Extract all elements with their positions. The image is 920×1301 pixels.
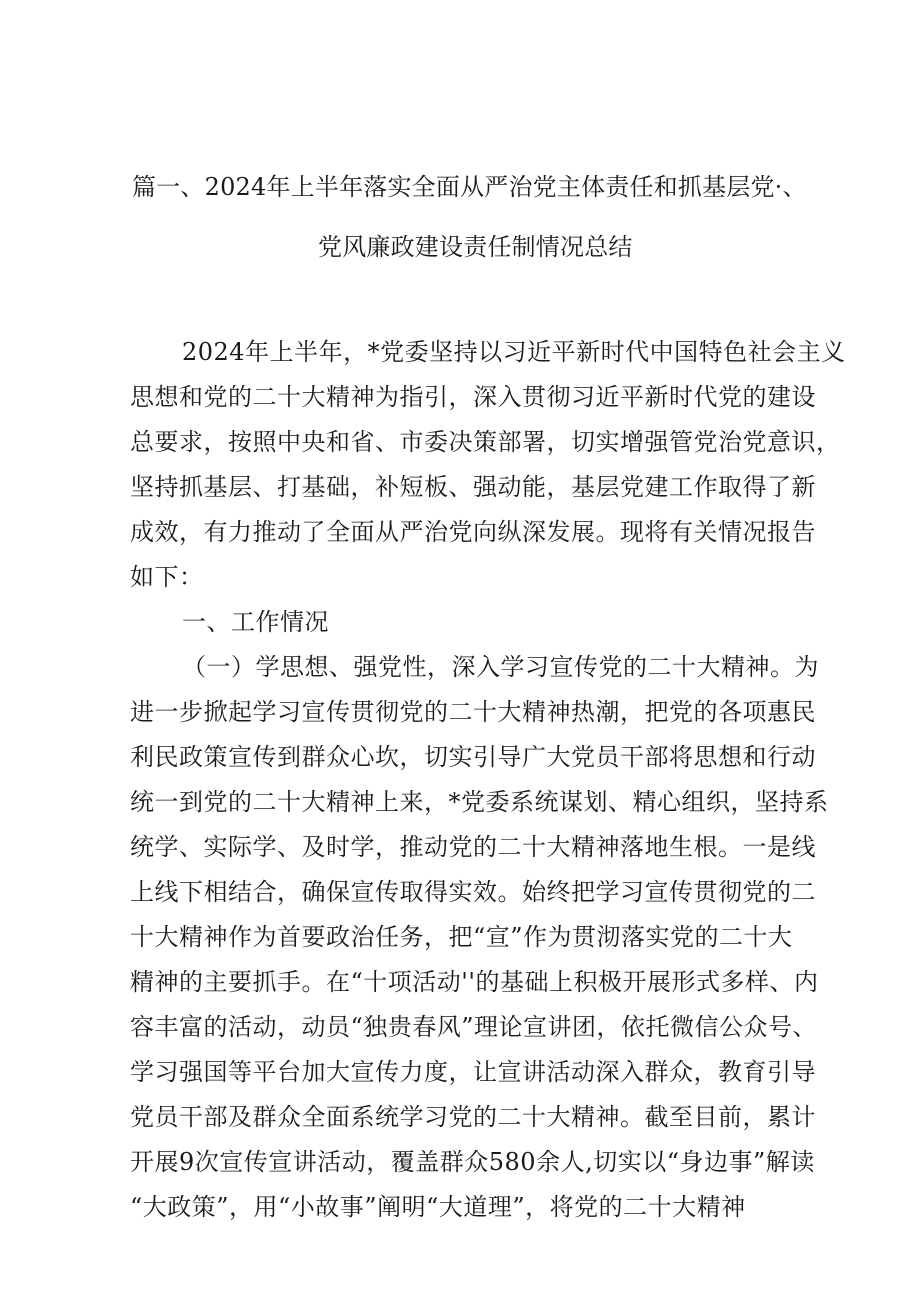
paragraph-line: 学习强国等平台加大宣传力度，让宣讲活动深入群众，教育引导 [130,1058,816,1086]
document-title-line-2: 党风廉政建设责任制情况总结 [318,233,633,261]
paragraph-line: 开展9次宣传宣讲活动，覆盖群众580余人,切实以“身边事”解读 [130,1148,815,1176]
paragraph-line: 十大精神作为首要政治任务，把“宣”作为贯沏落实党的二十大 [130,923,793,951]
paragraph-line: “大政策”，用“小故事”阐明“大道理”，将党的二十大精神 [130,1193,746,1221]
paragraph-line: 容丰富的活动，动员“独贵春风”理论宣讲团，依托微信公众号、 [130,1013,818,1041]
document-title-line-1: 篇一、2024年上半年落实全面从严治党主体责任和抓基层党·、 [132,173,807,201]
paragraph-line: 成效，有力推动了全面从严治党向纵深发展。现将有关情况报告 [130,518,816,546]
paragraph-line: 精神的主要抓手。在“十项活动''的基础上积极开展形式多样、内 [130,968,819,996]
paragraph-line: 党员干部及群众全面系统学习党的二十大精神。截至目前，累计 [130,1103,816,1131]
paragraph-line: 思想和党的二十大精神为指引，深入贯彻习近平新时代党的建设 [130,383,816,411]
paragraph-line: 坚持抓基层、打基础，补短板、强动能，基层党建工作取得了新 [130,473,816,501]
paragraph-line: 总要求，按照中央和省、市委决策部署，切实增强管党治党意识， [130,428,841,456]
paragraph-line: 2024年上半年，*党委坚持以习近平新时代中国特色社会主义 [182,338,846,366]
paragraph-line: 如下： [130,563,204,591]
paragraph-line: 统一到党的二十大精神上来，*党委系统谋划、精心组织，坚持系 [130,788,829,816]
paragraph-line: 上线下相结合，确保宣传取得实效。始终把学习宣传贯彻党的二 [130,878,816,906]
paragraph-line: （一）学思想、强党性，深入学习宣传党的二十大精神。为 [182,653,819,681]
document-body [130,330,846,1230]
paragraph-line: 统学、实际学、及时学，推动党的二十大精神落地生根。一是线 [130,833,816,861]
paragraph-line: 利民政策宣传到群众心坎，切实引导广大党员干部将思想和行动 [130,743,816,771]
section-heading: 一、工作情况 [182,608,329,636]
paragraph-line: 进一步掀起学习宣传贯彻党的二十大精神热潮，把党的各项惠民 [130,698,816,726]
